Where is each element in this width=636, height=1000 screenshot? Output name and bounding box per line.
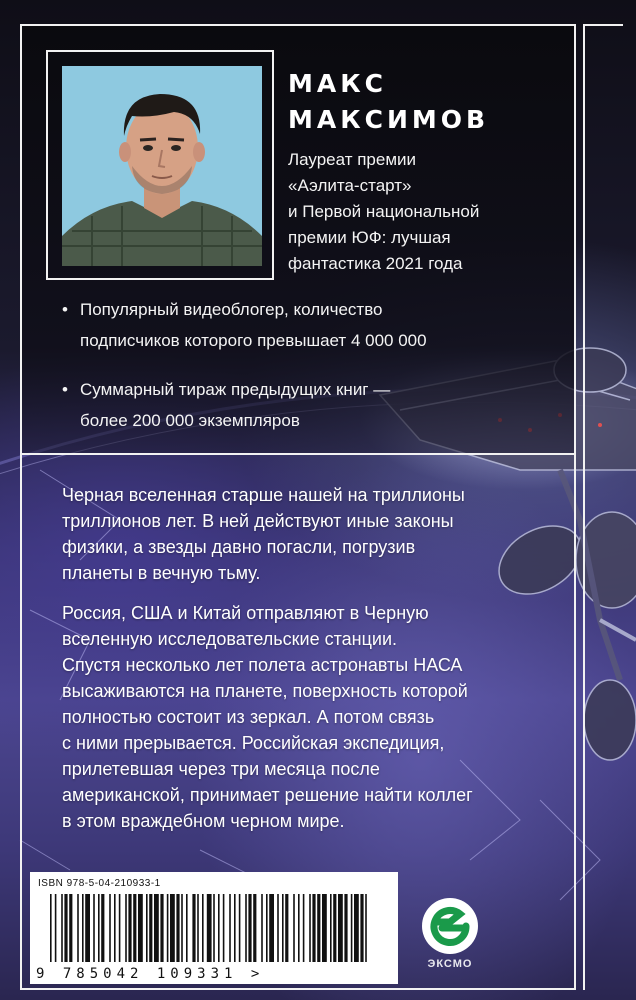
award-line: премии ЮФ: лучшая <box>288 228 451 247</box>
barcode-bar <box>61 894 63 962</box>
barcode-bar <box>149 894 152 962</box>
barcode-label <box>30 872 398 984</box>
publisher-name: ЭКСМО <box>427 958 473 970</box>
barcode-bar <box>312 894 315 962</box>
isbn-text: ISBN 978-5-04-210933-1 <box>38 878 161 889</box>
barcode-bar <box>322 894 327 962</box>
barcode-bar <box>181 894 183 962</box>
barcode-bar <box>55 894 57 962</box>
barcode-bar <box>93 894 95 962</box>
barcode-bar <box>360 894 363 962</box>
barcode-bar <box>261 894 263 962</box>
blurb-line: триллионов лет. В ней действуют иные законы <box>62 511 454 531</box>
author-name-line2: МАКСИМОВ <box>288 105 490 134</box>
bullet-line: более 200 000 экземпляров <box>80 411 300 430</box>
barcode-bar <box>218 894 220 962</box>
barcode-bar <box>229 894 231 962</box>
blurb-line: прилетевшая через три месяца после <box>62 759 380 779</box>
award-line: и Первой национальной <box>288 202 480 221</box>
award-line: Лауреат премии <box>288 150 417 169</box>
barcode-bar <box>333 894 336 962</box>
barcode-bar <box>85 894 90 962</box>
barcode-bar <box>338 894 343 962</box>
blurb-line: физики, а звезды давно погасли, погрузив <box>62 537 416 557</box>
barcode-bar <box>213 894 215 962</box>
barcode-bar <box>101 894 104 962</box>
award-line: «Аэлита-старт» <box>288 176 412 195</box>
barcode-bar <box>269 894 274 962</box>
barcode-bar <box>298 894 300 962</box>
bullet-line: Популярный видеоблогер, количество <box>80 300 383 319</box>
barcode-digits: 9 785042 109331 > <box>36 966 265 982</box>
author-portrait-image <box>62 66 262 266</box>
barcode-bar <box>82 894 84 962</box>
barcode-bar <box>128 894 131 962</box>
author-name <box>288 66 568 138</box>
blurb-line: Спустя несколько лет полета астронавты НАСА <box>62 655 463 675</box>
blurb-line: в этом враждебном черном мире. <box>62 811 345 831</box>
barcode-bar <box>365 894 367 962</box>
blurb-line: Россия, США и Китай отправляют в Черную <box>62 603 429 623</box>
blurb-line: планеты в вечную тьму. <box>62 563 261 583</box>
barcode-bar <box>133 894 136 962</box>
barcode-bar <box>69 894 72 962</box>
barcode-bar <box>303 894 305 962</box>
eksmo-logo-icon <box>420 896 480 956</box>
barcode-bar <box>253 894 256 962</box>
barcode-bar <box>186 894 188 962</box>
barcode-bar <box>114 894 116 962</box>
bullet-marker: • <box>62 300 68 319</box>
barcode-bar <box>176 894 179 962</box>
barcode-bar <box>282 894 284 962</box>
barcode-bar <box>266 894 268 962</box>
award-line: фантастика 2021 года <box>288 254 463 273</box>
barcode-bar <box>248 894 251 962</box>
blurb-paragraph-2 <box>62 600 562 834</box>
barcode-image <box>36 894 392 964</box>
bullet-marker: • <box>62 380 68 399</box>
barcode-bar <box>202 894 204 962</box>
barcode-bar <box>64 894 67 962</box>
barcode-bar <box>354 894 359 962</box>
bullet-line: подписчиков которого превышает 4 000 000 <box>80 331 427 350</box>
author-photo <box>62 66 262 266</box>
barcode-bar <box>351 894 353 962</box>
barcode-bar <box>344 894 347 962</box>
barcode-bar <box>77 894 79 962</box>
barcode-bar <box>317 894 320 962</box>
blurb-line: вселенную исследовательские станции. <box>62 629 398 649</box>
barcode-bar <box>223 894 225 962</box>
barcode-bar <box>207 894 212 962</box>
barcode-bar <box>285 894 288 962</box>
blurb-line: высаживаются на планете, поверхность которой <box>62 681 468 701</box>
barcode-bar <box>234 894 236 962</box>
barcode-bar <box>50 894 52 962</box>
barcode-bar <box>192 894 195 962</box>
barcode-bar <box>245 894 247 962</box>
section-divider <box>20 453 576 455</box>
blurb-line: полностью состоит из зеркал. А потом связь <box>62 707 435 727</box>
barcode-bar <box>197 894 199 962</box>
bullet-item-circulation <box>62 374 532 436</box>
award-text <box>288 147 528 277</box>
barcode-bar <box>109 894 111 962</box>
author-name-line1: МАКС <box>288 69 388 98</box>
blurb-line: американской, принимает решение найти коллег <box>62 785 473 805</box>
barcode-bar <box>138 894 143 962</box>
barcode-bar <box>167 894 169 962</box>
bullet-item-blogger <box>62 294 532 356</box>
barcode-bar <box>125 894 127 962</box>
barcode-bar <box>293 894 295 962</box>
side-frame <box>583 24 623 990</box>
barcode-bar <box>170 894 175 962</box>
barcode-bar <box>277 894 279 962</box>
barcode-bar <box>154 894 159 962</box>
barcode-bar <box>330 894 332 962</box>
bullet-line: Суммарный тираж предыдущих книг — <box>80 380 391 399</box>
barcode-bar <box>98 894 100 962</box>
blurb-line: Черная вселенная старше нашей на триллионы <box>62 485 465 505</box>
blurb-line: с ними прерывается. Российская экспедиция, <box>62 733 445 753</box>
barcode-bar <box>309 894 311 962</box>
barcode-bar <box>146 894 148 962</box>
barcode-bar <box>239 894 241 962</box>
barcode-bar <box>160 894 163 962</box>
barcode-bar <box>119 894 121 962</box>
blurb-paragraph-1 <box>62 482 562 586</box>
